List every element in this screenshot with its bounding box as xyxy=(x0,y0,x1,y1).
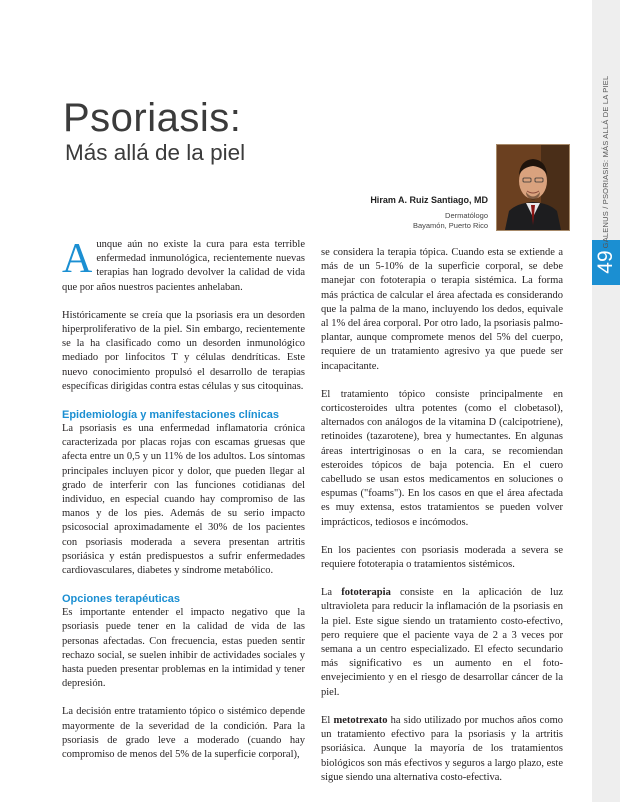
keyword-fototerapia: fototerapia xyxy=(341,587,391,599)
epidemiologia-paragraph: La psoriasis es una enfermedad inflamatoria crónica caracterizada por placas rojas con escamas gruesas que afecta entre un 0,5 y un 11% de los adultos. Los síntomas principales incluyen picor y dolor, que pueden llegar al grado de interferir con las funciones cotidianas del individuo, en especial cuando hay compromiso de las manos y de los pies. Además de su serio impacto psicosocial aproximadamente el 30% de los pacientes con psoriasis moderada a severa presentan artritis psoriásica y están predispuestos a sufrir enfermedades cardiovasculares, diabetes y síndrome metabólico. xyxy=(62,423,305,577)
opciones-paragraph: Es importante entender el impacto negativo que la psoriasis puede tener en la calidad de vida de las personas afectadas. Con frecuencia, estas pueden sentir rechazo social, se suelen inhibir de actividades sociales y hasta pueden presentar problemas en la intimidad y tener depresión. xyxy=(62,607,305,690)
drop-cap: A xyxy=(62,236,93,282)
intro-paragraph xyxy=(62,238,305,295)
decision-paragraph: La decisión entre tratamiento tópico o sistémico depende mayormente de la severidad de la condición. Para la psoriasis de grado leve a moderado (cuando hay compromiso de menos del 5% de la superficie corporal), xyxy=(62,706,305,761)
page-number: 49 xyxy=(594,250,617,274)
author-location: Bayamón, Puerto Rico xyxy=(412,221,488,230)
heading-epidemiologia: Epidemiología y manifestaciones clínicas xyxy=(62,409,280,422)
article-title: Psoriasis: xyxy=(63,96,242,140)
author-photo xyxy=(496,144,570,231)
intro-text: unque aún no existe la cura para esta terrible enfermedad inmunológica, recientemente nuevas terapias han logrado devolver la calidad de vida que por años nuestros pacientes anhelaban. xyxy=(62,239,305,293)
methotrexate-post: ha sido utilizado por muchos años como un tratamiento efectivo para la psoriasis y la artritis psoriásica. Aunque la mayoría de los tratamientos biológicos son más efectivos y seguros a largo plazo, este sigue siendo una alternativa costo-efectiva. xyxy=(321,714,563,783)
column-right xyxy=(321,246,563,799)
phototherapy-post: consiste en la aplicación de luz ultravioleta para reducir la inflamación de la psoriasis en la piel. Este sigue siendo un tratamiento costo-efectivo, pero requiere que el paciente vaya de 2 a 3 veces por semana a un centro especializado. El efecto secundario más significativo es un aumento en el foto-envejecimiento y en el riesgo de desarrollar cáncer de la piel. xyxy=(321,587,564,698)
author-name: Hiram A. Ruiz Santiago, MD xyxy=(370,195,488,205)
moderate-severe-paragraph: En los pacientes con psoriasis moderada a severa se requiere fototerapia o tratamientos sistémicos. xyxy=(321,544,563,571)
article-subtitle: Más allá de la piel xyxy=(65,140,246,165)
topical-paragraph: se considera la terapia tópica. Cuando esta se extiende a más de un 5-10% de la superficie corporal, se debe manejar con fototerapia o terapia sistémica. La forma más práctica de calcular el área afectada es considerando que la palma de la mano, incluyendo los dedos, equivale al 1% del área corporal. Por otro lado, la psoriasis palmo-plantar, aunque compromete menos del 5% del cuerpo, requiere de un tratamiento agresivo ya que puede ser incapacitante. xyxy=(321,247,564,372)
methotrexate-paragraph xyxy=(321,714,563,785)
methotrexate-pre: El xyxy=(321,714,334,726)
column-left xyxy=(62,238,305,776)
history-paragraph: Históricamente se creía que la psoriasis era un desorden hiperproliferativo de la piel. Sin embargo, recientemente se la ha clasificado como un desorden inmunológico mediado por linfocitos T y células dendríticas. Este nuevo conocimiento propulsó el desarrollo de terapias específicas dirigidas contra estas células y sus citoquinas. xyxy=(62,309,305,392)
topical-treatment-paragraph: El tratamiento tópico consiste principalmente en corticosteroides ultra potentes (como el clobetasol), alternados con análogos de la vitamina D (calcipotriene), retinoides (tazarotene), brea y humectantes. En algunas áreas intertriginosas o en la cara, se recomiendan esteroides tópicos de baja potencia. En el cuero cabelludo se usan estos medicamentos en soluciones o espumas ("foams"). En los casos en que el área afectada es muy extensa, estos tratamientos se pueden volver imprácticos, tediosos e incómodos. xyxy=(321,388,563,528)
keyword-metotrexato: metotrexato xyxy=(333,714,388,726)
author-role: Dermatólogo xyxy=(445,211,488,220)
running-head: GALENUS / PSORIASIS: MÁS ALLÁ DE LA PIEL xyxy=(601,75,610,249)
heading-opciones: Opciones terapéuticas xyxy=(62,593,180,606)
phototherapy-paragraph xyxy=(321,586,563,700)
phototherapy-pre: La xyxy=(321,587,342,599)
